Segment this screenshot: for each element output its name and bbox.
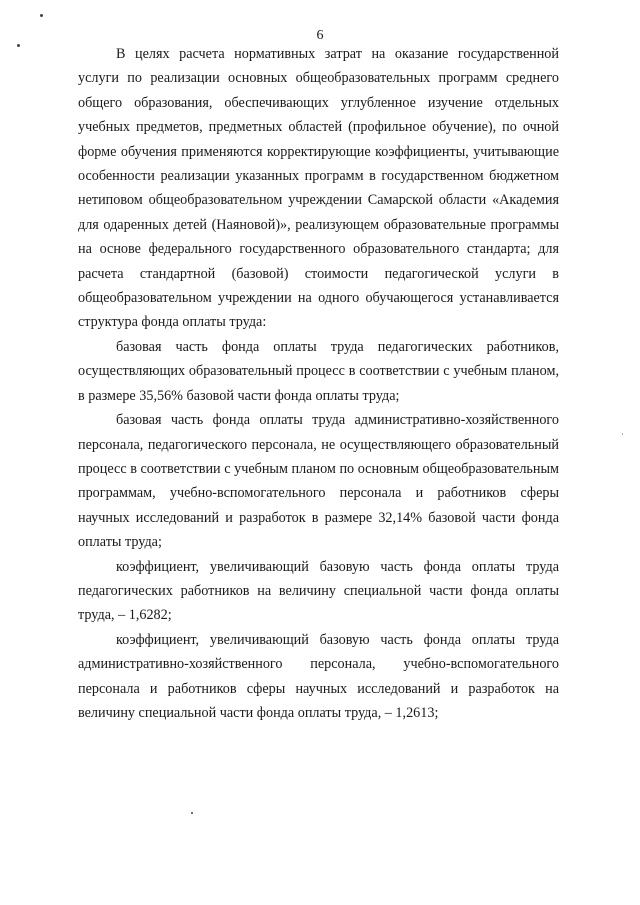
paragraph-teacher-coefficient: коэффициент, увеличивающий базовую часть фонда оплаты труда педагогических работников на величину специальной части фонда оплаты труда, – 1,6282; bbox=[78, 558, 559, 624]
paragraph-admin-base-part: базовая часть фонда оплаты труда административно-хозяйственного персонала, педагогического персонала, не осуществляющего образовательный процесс в соответствии с учебным планом по основным общеобразовательным программам, учебно-вспомогательного персонала и работников сферы научных исследований и разработок в размере 32,14% базовой части фонда оплаты труда; bbox=[78, 412, 559, 551]
page-number: 6 bbox=[316, 28, 324, 43]
paragraph-admin-coefficient: коэффициент, увеличивающий базовую часть фонда оплаты труда административно-хозяйственного персонала, учебно-вспомогательного персонала и работников сферы научных исследований и разработок на величину специальной части фонда оплаты труда, – 1,2613; bbox=[78, 631, 559, 721]
scan-speck bbox=[40, 14, 43, 17]
scan-speck bbox=[17, 44, 20, 47]
document-body bbox=[78, 42, 559, 725]
paragraph-teacher-base-part: базовая часть фонда оплаты труда педагогических работников, осуществляющих образовательный процесс в соответствии с учебным планом, в размере 35,56% базовой части фонда оплаты труда; bbox=[78, 338, 559, 404]
paragraph-intro: В целях расчета нормативных затрат на оказание государственной услуги по реализации основных общеобразовательных программ среднего общего образования, обеспечивающих углубленное изучение отдельных учебных предметов, предметных областей (профильное обучение), по очной форме обучения применяются корректирующие коэффициенты, учитывающие особенности реализации указанных программ в государственном бюджетном нетиповом общеобразовательном учреждении Самарской области «Академия для одаренных детей (Наяновой)», реализующем образовательные программы на основе федерального государственного образовательного стандарта; для расчета стандартной (базовой) стоимости педагогической услуги в общеобразовательном учреждении на одного обучающегося устанавливается структура фонда оплаты труда: bbox=[78, 46, 559, 331]
scan-speck bbox=[191, 812, 193, 814]
scan-speck bbox=[622, 433, 623, 435]
